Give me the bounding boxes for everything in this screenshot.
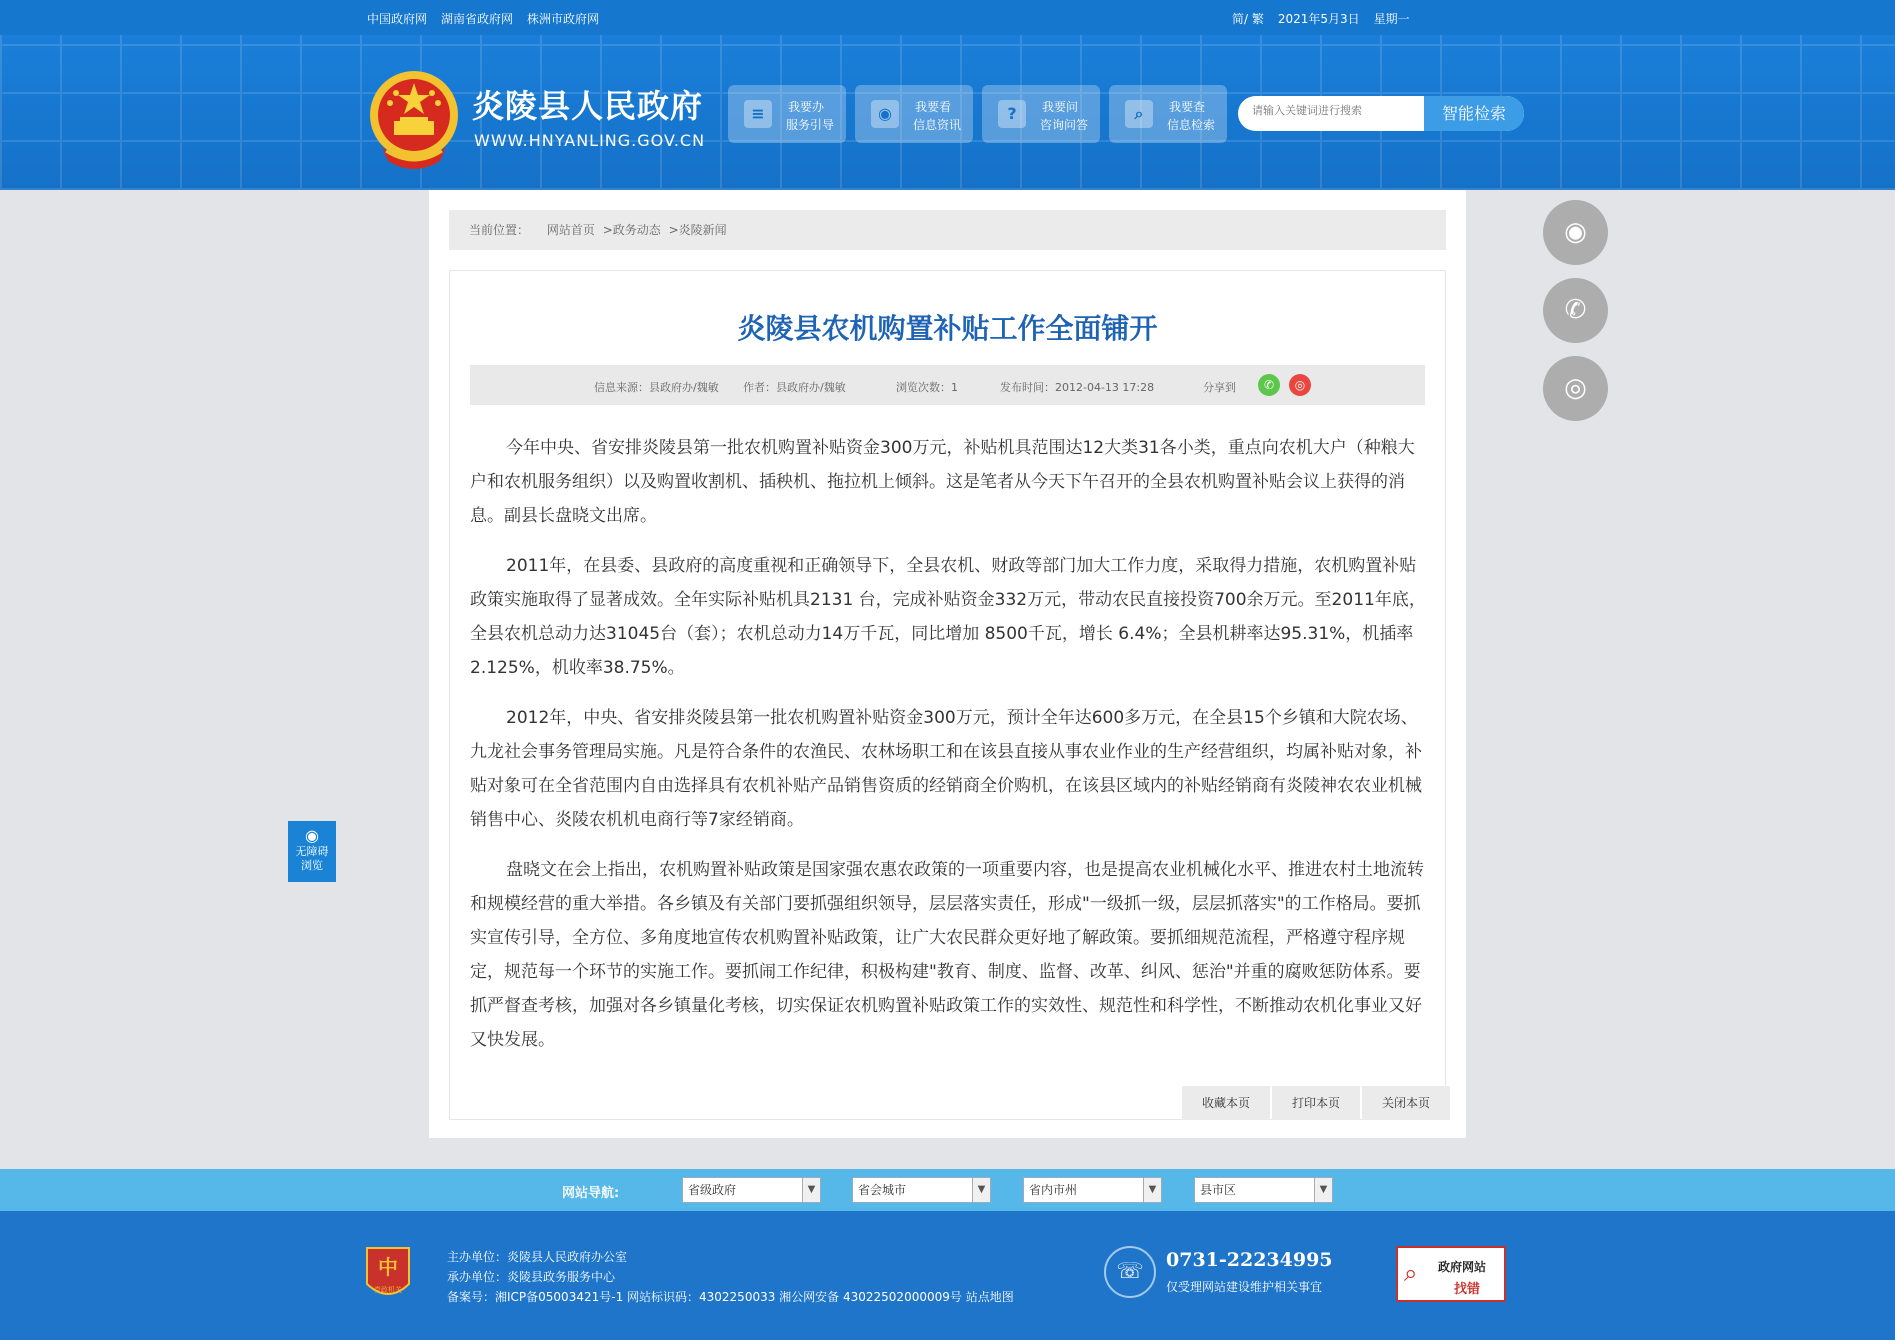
nav-button-ask[interactable] [982, 85, 1100, 143]
breadcrumb-label: 当前位置： [469, 223, 530, 237]
article-title: 炎陵县农机购置补贴工作全面铺开 [737, 312, 1158, 345]
share-label: 分享到 [1203, 381, 1236, 394]
search-input[interactable] [1252, 104, 1412, 117]
search-button[interactable]: 智能检索 [1424, 96, 1524, 131]
svg-text:中: 中 [378, 1255, 398, 1279]
nav-button-label: 我要办 [788, 100, 825, 114]
nav-button-sublabel: 信息检索 [1167, 118, 1216, 132]
link-hunan-gov[interactable]: 湖南省政府网 [441, 12, 514, 26]
nav-button-sublabel: 咨询问答 [1040, 118, 1089, 132]
article-paragraph: 2011年，在县委、县政府的高度重视和正确领导下，全县农机、财政等部门加大工作力度，采取得力措施，农机购置补贴政策实施取得了显著成效。全年实际补贴机具2131 台，完成补贴资金332万元，带动农民直接投资700余万元。至2011年底，全县农机总动力达31045台（套）；农机总动力14万千瓦，同比增加 8500千瓦，增长 6.4%；全县机耕率达95.31%，机插率2.125%，机收率38.75%。 [470, 556, 1426, 678]
national-emblem-icon[interactable] [368, 69, 461, 173]
bookmark-page-button[interactable]: 收藏本页 [1182, 1086, 1270, 1120]
article-publish-time: 发布时间：2012-04-13 17:28 [1000, 381, 1155, 394]
breadcrumb-home[interactable]: 网站首页 [546, 223, 595, 237]
select-value: 省内市州 [1029, 1183, 1078, 1197]
site-navigation-bar [0, 1169, 1895, 1211]
svg-text:党政机关: 党政机关 [374, 1286, 402, 1294]
article-meta-bar [470, 365, 1425, 405]
select-capital-city[interactable] [852, 1177, 991, 1203]
footer-phone-note: 仅受理网站建设维护相关事宜 [1166, 1280, 1323, 1294]
print-page-button[interactable]: 打印本页 [1272, 1086, 1360, 1120]
article-actions [1182, 1086, 1450, 1120]
breadcrumb-gov-news[interactable]: >政务动态 [602, 223, 661, 237]
footer-info [447, 1247, 1014, 1307]
wechat-icon[interactable]: ✆ [1543, 278, 1608, 343]
main-content-panel [429, 190, 1466, 1138]
search-box [1238, 96, 1524, 131]
weibo-share-icon[interactable]: ◎ [1289, 374, 1311, 396]
chevron-down-icon: ▼ [972, 1178, 990, 1202]
search-icon: ⌕ [1125, 100, 1153, 128]
breadcrumb [449, 210, 1446, 250]
badge-title: 政府网站 [1438, 1260, 1487, 1274]
top-right-info [1232, 10, 1410, 27]
eye-icon[interactable]: ◉ [1543, 200, 1608, 265]
article-body [470, 431, 1427, 1073]
site-footer [0, 1211, 1895, 1340]
close-page-button[interactable]: 关闭本页 [1362, 1086, 1450, 1120]
nav-button-label: 我要看 [915, 100, 952, 114]
breadcrumb-yanling-news[interactable]: >炎陵新闻 [668, 223, 727, 237]
site-header [0, 35, 1895, 190]
site-domain: WWW.HNYANLING.GOV.CN [474, 131, 706, 150]
select-value: 县市区 [1200, 1183, 1237, 1197]
nav-button-sublabel: 服务引导 [786, 118, 835, 132]
select-value: 省级政府 [688, 1183, 737, 1197]
chevron-down-icon: ▼ [802, 1178, 820, 1202]
article-paragraph: 2012年，中央、省安排炎陵县第一批农机购置补贴资金300万元，预计全年达600多万元，在全县15个乡镇和大院农场、九龙社会事务管理局实施。凡是符合条件的农渔民、农林场职工和在该县直接从事农业作业的生产经营组织，均属补贴对象，补贴对象可在全省范围内自由选择具有农机补贴产品销售资质的经销商全价购机，在该县区域内的补贴经销商有炎陵神农农业机械销售中心、炎陵农机机电商行等7家经销商。 [470, 708, 1422, 830]
lang-switch[interactable]: 简/ 繁 [1232, 12, 1264, 26]
select-prefecture[interactable] [1023, 1177, 1162, 1203]
weibo-icon[interactable]: ◎ [1543, 356, 1608, 421]
nav-button-label: 我要查 [1169, 100, 1206, 114]
eye-icon: ◉ [871, 100, 899, 128]
accessibility-label-line2: 浏览 [301, 859, 323, 872]
magnifier-icon: ⌕ [1404, 1259, 1418, 1287]
select-county[interactable] [1194, 1177, 1333, 1203]
party-gov-logo-icon[interactable] [363, 1244, 413, 1304]
phone-icon: ☏ [1104, 1246, 1156, 1298]
article-author: 作者：县政府办/魏敏 [743, 381, 846, 394]
chevron-down-icon: ▼ [1314, 1178, 1332, 1202]
chevron-down-icon: ▼ [1143, 1178, 1161, 1202]
current-weekday: 星期一 [1373, 12, 1410, 26]
article-container [449, 270, 1446, 1120]
article-views: 浏览次数：1 [896, 381, 958, 394]
site-nav-label: 网站导航: [562, 1186, 620, 1201]
document-icon: ≡ [744, 100, 772, 128]
badge-subtitle: 找错 [1454, 1282, 1481, 1297]
select-value: 省会城市 [858, 1183, 907, 1197]
nav-button-search[interactable] [1109, 85, 1227, 143]
article-paragraph: 盘晓文在会上指出，农机购置补贴政策是国家强农惠农政策的一项重要内容，也是提高农业机械化水平、推进农村土地流转和规模经营的重大举措。各乡镇及有关部门要抓强组织领导，层层落实责任，形成"一级抓一级，层层抓落实"的工作格局。要抓实宣传引导，全方位、多角度地宣传农机购置补贴政策，让广大农民群众更好地了解政策。要抓细规范流程，严格遵守程序规定，规范每一个环节的实施工作。要抓闹工作纪律，积极构建"教育、制度、监督、改革、纠风、惩治"并重的腐败惩防体系。要抓严督查考核，加强对各乡镇量化考核，切实保证农机购置补贴政策工作的实效性、规范性和科学性，不断推动农机化事业又好又快发展。 [470, 860, 1424, 1050]
report-error-badge[interactable] [1396, 1246, 1506, 1302]
eye-icon: ◉ [305, 826, 319, 845]
question-icon: ? [998, 100, 1026, 128]
top-bar [0, 0, 1895, 35]
footer-record[interactable]: 备案号：湘ICP备05003421号-1 网站标识码：4302250033 湘公网安备 43022502000009号 站点地图 [447, 1290, 1014, 1304]
select-provincial-gov[interactable] [682, 1177, 821, 1203]
link-central-gov[interactable]: 中国政府网 [367, 12, 428, 26]
footer-sponsor: 主办单位：炎陵县人民政府办公室 [447, 1250, 628, 1264]
footer-phone: 0731-22234995 [1166, 1249, 1333, 1271]
accessibility-button[interactable] [288, 821, 336, 882]
nav-button-info[interactable] [855, 85, 973, 143]
top-links [367, 10, 599, 27]
nav-button-label: 我要问 [1042, 100, 1079, 114]
link-zhuzhou-gov[interactable]: 株洲市政府网 [527, 12, 600, 26]
nav-button-sublabel: 信息资讯 [913, 118, 962, 132]
article-source: 信息来源：县政府办/魏敏 [594, 381, 719, 394]
current-date: 2021年5月3日 [1277, 12, 1360, 26]
accessibility-label-line1: 无障碍 [295, 845, 329, 858]
wechat-share-icon[interactable]: ✆ [1258, 374, 1280, 396]
nav-button-service[interactable] [728, 85, 846, 143]
article-paragraph: 今年中央、省安排炎陵县第一批农机购置补贴资金300万元，补贴机具范围达12大类31各小类，重点向农机大户（种粮大户和农机服务组织）以及购置收割机、插秧机、拖拉机上倾斜。这是笔者从今天下午召开的全县农机购置补贴会议上获得的消息。副县长盘晓文出席。 [470, 438, 1415, 526]
site-name[interactable]: 炎陵县人民政府 [472, 87, 704, 125]
footer-organizer: 承办单位：炎陵县政务服务中心 [447, 1270, 616, 1284]
